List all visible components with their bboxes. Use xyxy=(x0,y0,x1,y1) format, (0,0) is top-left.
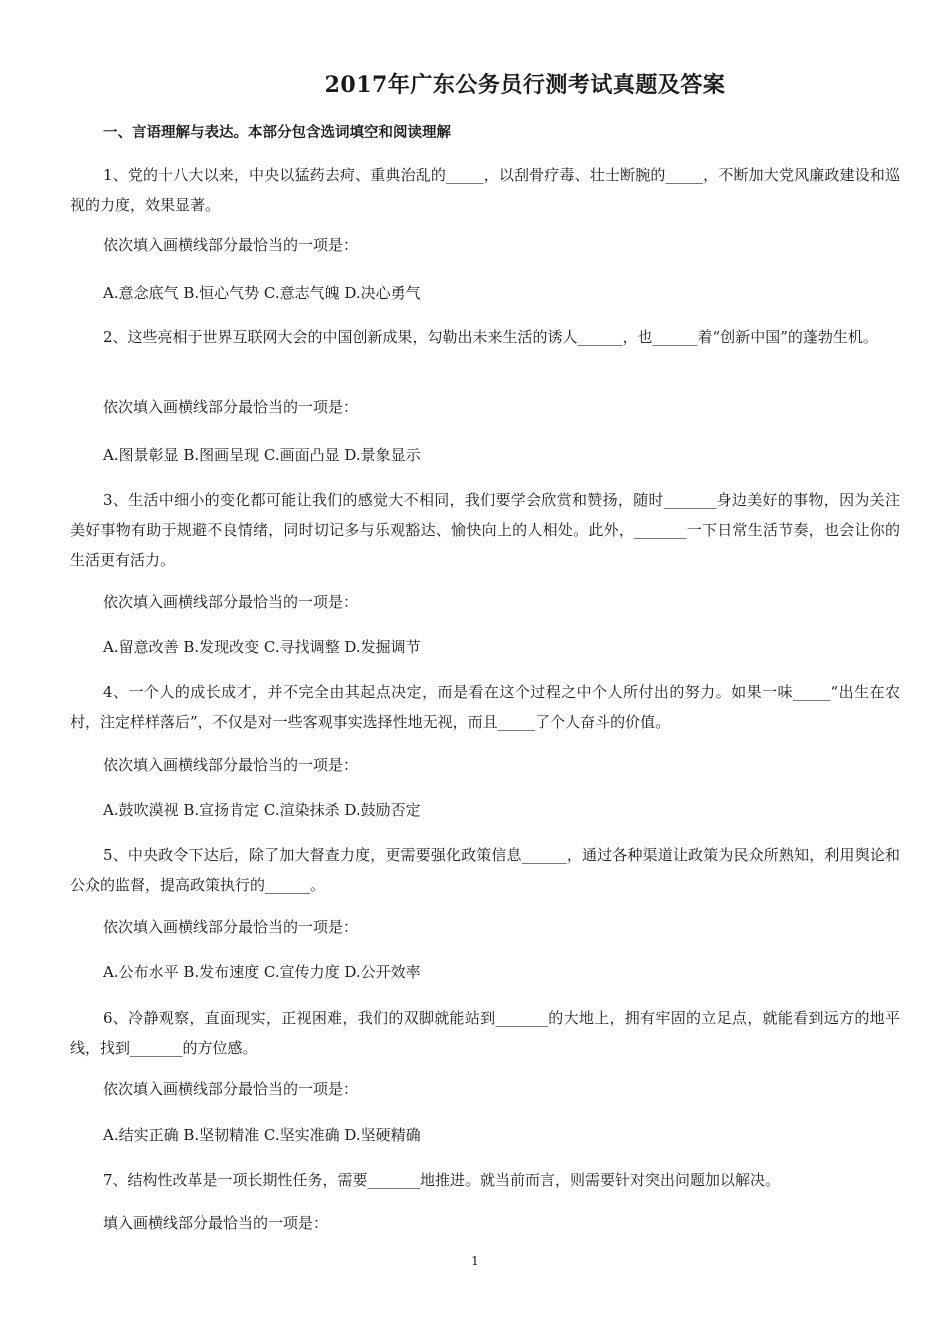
question-5-options: A.公布水平 B.发布速度 C.宣传力度 D.公开效率 xyxy=(103,963,421,981)
question-6-prompt: 依次填入画横线部分最恰当的一项是： xyxy=(103,1080,359,1098)
question-3-options: A.留意改善 B.发现改变 C.寻找调整 D.发掘调节 xyxy=(103,638,421,656)
question-3-stem: 3、生活中细小的变化都可能让我们的感觉大不相同，我们要学会欣赏和赞扬，随时_______身边美好的事物，因为关注美好事物有助于规避不良情绪，同时切记多与乐观豁达、愉快向上的人相处。此外，_______一下日常生活节奏，也会让你的生活更有活力。 xyxy=(70,491,900,569)
question-3-prompt: 依次填入画横线部分最恰当的一项是： xyxy=(103,593,359,611)
question-6-stem: 6、冷静观察，直面现实，正视困难，我们的双脚就能站到_______的大地上，拥有牢固的立足点，就能看到远方的地平线，找到_______的方位感。 xyxy=(70,1009,900,1057)
question-7-prompt: 填入画横线部分最恰当的一项是： xyxy=(103,1214,329,1232)
question-5-prompt: 依次填入画横线部分最恰当的一项是： xyxy=(103,918,359,936)
question-4-prompt: 依次填入画横线部分最恰当的一项是： xyxy=(103,756,359,774)
question-5-stem: 5、中央政令下达后，除了加大督查力度，更需要强化政策信息______，通过各种渠道让政策为民众所熟知，利用舆论和公众的监督，提高政策执行的______。 xyxy=(70,846,900,894)
section-heading: 一、言语理解与表达。本部分包含选词填空和阅读理解 xyxy=(103,124,451,141)
question-1-options: A.意念底气 B.恒心气势 C.意志气魄 D.决心勇气 xyxy=(103,284,421,302)
question-2-stem: 2、这些亮相于世界互联网大会的中国创新成果，勾勒出未来生活的诱人______，也______着“创新中国”的蓬勃生机。 xyxy=(103,328,878,346)
question-6-options: A.结实正确 B.坚韧精准 C.坚实准确 D.坚硬精确 xyxy=(103,1126,421,1144)
question-4-options: A.鼓吹漠视 B.宣扬肯定 C.渲染抹杀 D.鼓励否定 xyxy=(103,801,421,819)
question-7-stem: 7、结构性改革是一项长期性任务，需要_______地推进。就当前而言，则需要针对突出问题加以解决。 xyxy=(103,1171,781,1189)
question-2-prompt: 依次填入画横线部分最恰当的一项是： xyxy=(103,398,359,416)
document-title: 2017年广东公务员行测考试真题及答案 xyxy=(324,72,726,98)
question-1-stem: 1、党的十八大以来，中央以猛药去疴、重典治乱的_____，以刮骨疗毒、壮士断腕的_____，不断加大党风廉政建设和巡视的力度，效果显著。 xyxy=(70,166,900,214)
question-4-stem: 4、一个人的成长成才，并不完全由其起点决定，而是看在这个过程之中个人所付出的努力。如果一味_____“出生在农村，注定样样落后”，不仅是对一些客观事实选择性地无视，而且_____了个人奋斗的价值。 xyxy=(70,683,900,731)
page-number: 1 xyxy=(471,1254,479,1268)
question-2-options: A.图景彰显 B.图画呈现 C.画面凸显 D.景象显示 xyxy=(103,446,421,464)
question-1-prompt: 依次填入画横线部分最恰当的一项是： xyxy=(103,236,359,254)
